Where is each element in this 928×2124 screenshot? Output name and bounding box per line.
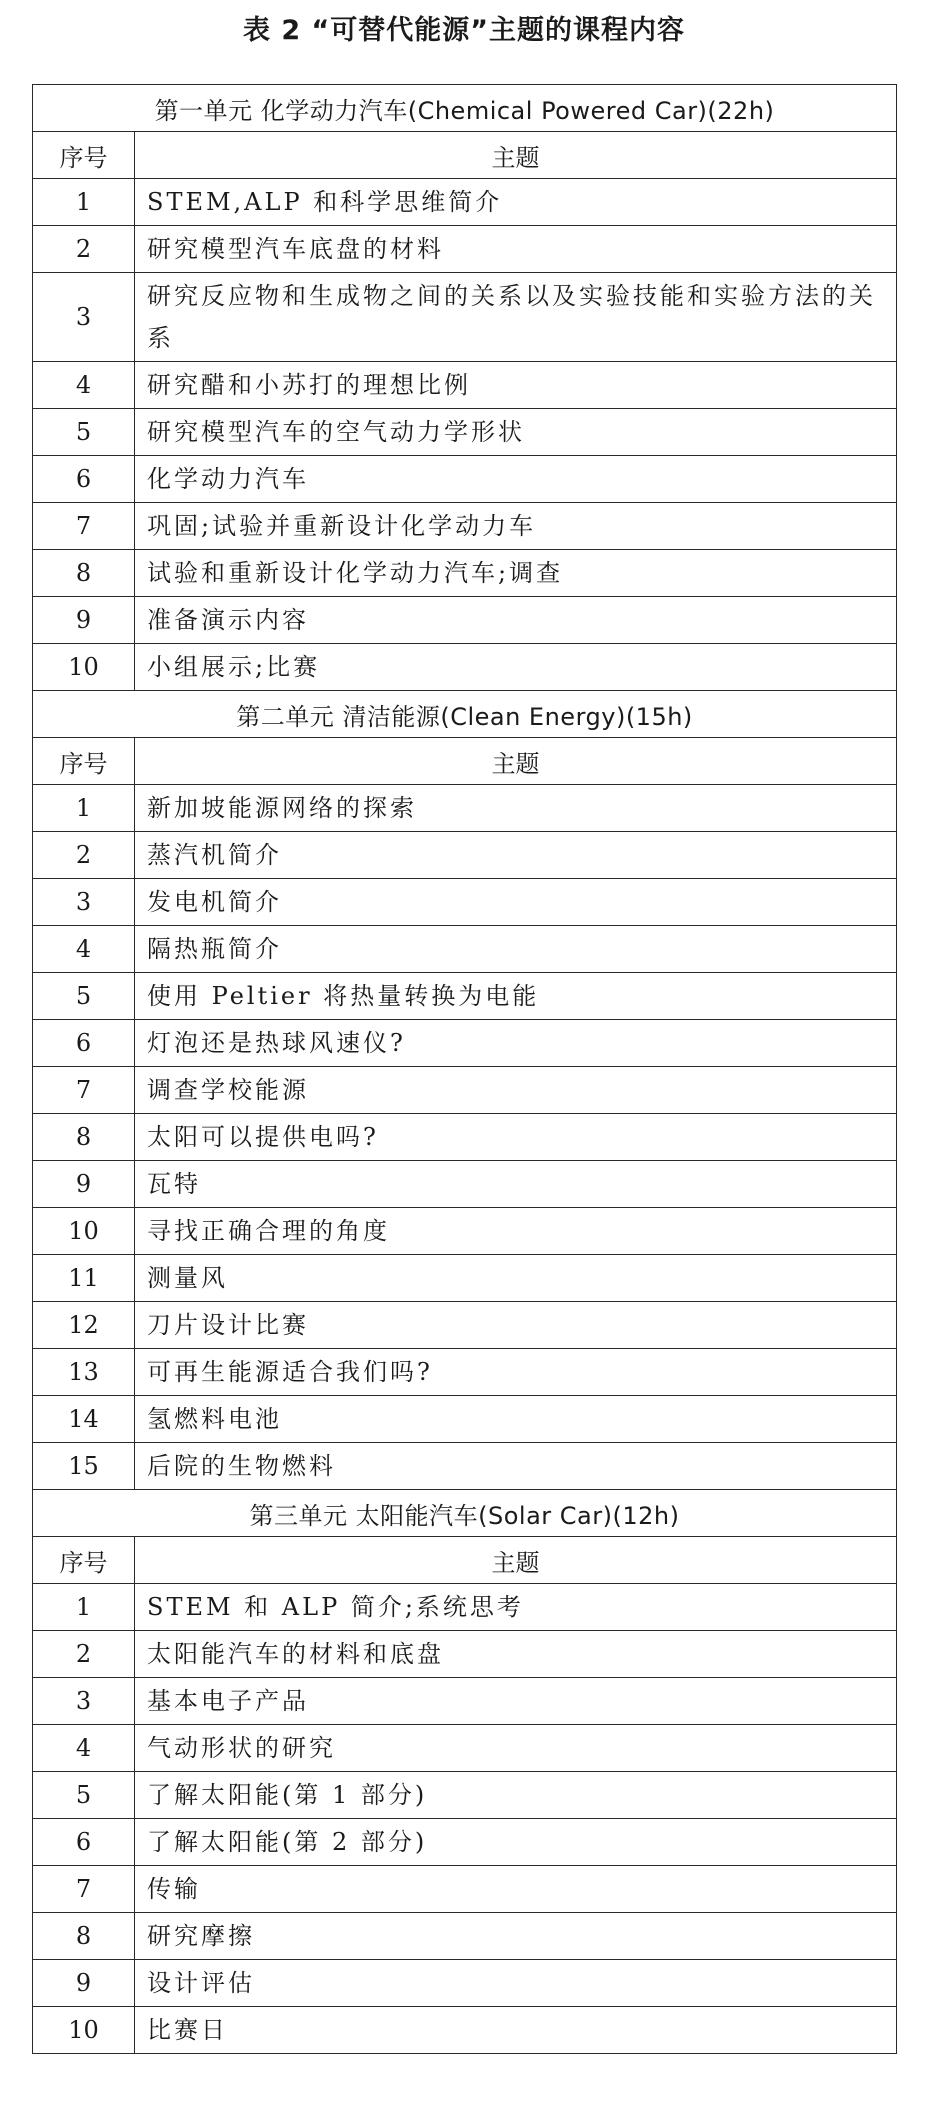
- row-index: 3: [33, 273, 135, 362]
- row-index: 9: [33, 597, 135, 644]
- table-row: [33, 597, 897, 644]
- row-topic: 研究模型汽车的空气动力学形状: [135, 409, 897, 456]
- table-row: [33, 1584, 897, 1631]
- table-row: [33, 973, 897, 1020]
- table-row: [33, 832, 897, 879]
- row-topic: STEM,ALP 和科学思维简介: [135, 179, 897, 226]
- unit-title-row: [33, 85, 897, 132]
- row-topic: 调查学校能源: [135, 1067, 897, 1114]
- index-column-header: 序号: [33, 1537, 135, 1584]
- row-index: 2: [33, 1631, 135, 1678]
- row-topic: 设计评估: [135, 1960, 897, 2007]
- table-row: [33, 550, 897, 597]
- row-index: 6: [33, 456, 135, 503]
- table-row: [33, 644, 897, 691]
- table-caption: 表 2 “可替代能源”主题的课程内容: [242, 15, 686, 46]
- row-topic: 基本电子产品: [135, 1678, 897, 1725]
- row-topic: 可再生能源适合我们吗?: [135, 1349, 897, 1396]
- topic-column-header: 主题: [135, 1537, 897, 1584]
- row-index: 10: [33, 2007, 135, 2054]
- row-index: 6: [33, 1819, 135, 1866]
- row-topic: 灯泡还是热球风速仪?: [135, 1020, 897, 1067]
- table-row: [33, 1208, 897, 1255]
- table-row: [33, 1866, 897, 1913]
- table-row: [33, 785, 897, 832]
- topic-column-header: 主题: [135, 132, 897, 179]
- row-index: 4: [33, 926, 135, 973]
- table-row: [33, 1020, 897, 1067]
- table-row: [33, 1772, 897, 1819]
- table-row: [33, 1255, 897, 1302]
- table-row: [33, 1960, 897, 2007]
- row-topic: 巩固;试验并重新设计化学动力车: [135, 503, 897, 550]
- row-topic: 了解太阳能(第 1 部分): [135, 1772, 897, 1819]
- row-index: 1: [33, 1584, 135, 1631]
- row-topic: 刀片设计比赛: [135, 1302, 897, 1349]
- row-index: 8: [33, 1114, 135, 1161]
- table-row: [33, 2007, 897, 2054]
- row-index: 3: [33, 1678, 135, 1725]
- row-index: 13: [33, 1349, 135, 1396]
- table-row: [33, 1396, 897, 1443]
- row-topic: 准备演示内容: [135, 597, 897, 644]
- row-index: 5: [33, 1772, 135, 1819]
- index-column-header: 序号: [33, 738, 135, 785]
- table-row: [33, 1302, 897, 1349]
- table-row: [33, 362, 897, 409]
- row-topic: 研究反应物和生成物之间的关系以及实验技能和实验方法的关系: [135, 273, 897, 362]
- row-topic: 太阳能汽车的材料和底盘: [135, 1631, 897, 1678]
- row-topic: 太阳可以提供电吗?: [135, 1114, 897, 1161]
- table-row: [33, 926, 897, 973]
- row-topic: 氢燃料电池: [135, 1396, 897, 1443]
- row-topic: 试验和重新设计化学动力汽车;调查: [135, 550, 897, 597]
- row-index: 15: [33, 1443, 135, 1490]
- row-index: 6: [33, 1020, 135, 1067]
- table-row: [33, 1349, 897, 1396]
- row-index: 1: [33, 785, 135, 832]
- table-row: [33, 1819, 897, 1866]
- table-row: [33, 273, 897, 362]
- row-topic: 新加坡能源网络的探索: [135, 785, 897, 832]
- row-topic: 后院的生物燃料: [135, 1443, 897, 1490]
- table-row: [33, 1678, 897, 1725]
- row-topic: 研究醋和小苏打的理想比例: [135, 362, 897, 409]
- column-header-row: [33, 132, 897, 179]
- row-index: 14: [33, 1396, 135, 1443]
- row-topic: 化学动力汽车: [135, 456, 897, 503]
- row-index: 5: [33, 973, 135, 1020]
- index-column-header: 序号: [33, 132, 135, 179]
- table-row: [33, 409, 897, 456]
- row-index: 10: [33, 644, 135, 691]
- column-header-row: [33, 1537, 897, 1584]
- table-row: [33, 1443, 897, 1490]
- table-row: [33, 179, 897, 226]
- course-table-body: [33, 85, 897, 2054]
- unit-title-row: [33, 1490, 897, 1537]
- row-index: 3: [33, 879, 135, 926]
- topic-column-header: 主题: [135, 738, 897, 785]
- row-topic: 了解太阳能(第 2 部分): [135, 1819, 897, 1866]
- row-topic: 寻找正确合理的角度: [135, 1208, 897, 1255]
- table-row: [33, 1725, 897, 1772]
- row-topic: STEM 和 ALP 简介;系统思考: [135, 1584, 897, 1631]
- row-index: 4: [33, 362, 135, 409]
- row-index: 7: [33, 1866, 135, 1913]
- row-index: 2: [33, 832, 135, 879]
- table-row: [33, 1631, 897, 1678]
- row-index: 2: [33, 226, 135, 273]
- row-index: 8: [33, 550, 135, 597]
- unit-title: 第二单元 清洁能源(Clean Energy)(15h): [33, 691, 897, 738]
- row-topic: 发电机简介: [135, 879, 897, 926]
- row-topic: 研究模型汽车底盘的材料: [135, 226, 897, 273]
- row-index: 9: [33, 1161, 135, 1208]
- row-index: 1: [33, 179, 135, 226]
- row-topic: 使用 Peltier 将热量转换为电能: [135, 973, 897, 1020]
- row-topic: 传输: [135, 1866, 897, 1913]
- column-header-row: [33, 738, 897, 785]
- row-topic: 气动形状的研究: [135, 1725, 897, 1772]
- table-row: [33, 226, 897, 273]
- unit-title: 第一单元 化学动力汽车(Chemical Powered Car)(22h): [33, 85, 897, 132]
- row-topic: 小组展示;比赛: [135, 644, 897, 691]
- table-row: [33, 503, 897, 550]
- course-content-table: [32, 84, 897, 2054]
- table-row: [33, 1161, 897, 1208]
- row-topic: 隔热瓶简介: [135, 926, 897, 973]
- unit-title: 第三单元 太阳能汽车(Solar Car)(12h): [33, 1490, 897, 1537]
- row-index: 11: [33, 1255, 135, 1302]
- row-index: 4: [33, 1725, 135, 1772]
- row-topic: 瓦特: [135, 1161, 897, 1208]
- row-index: 10: [33, 1208, 135, 1255]
- row-index: 7: [33, 1067, 135, 1114]
- row-topic: 比赛日: [135, 2007, 897, 2054]
- table-row: [33, 1114, 897, 1161]
- row-topic: 蒸汽机简介: [135, 832, 897, 879]
- table-row: [33, 1913, 897, 1960]
- table-row: [33, 456, 897, 503]
- row-index: 12: [33, 1302, 135, 1349]
- row-index: 9: [33, 1960, 135, 2007]
- table-row: [33, 879, 897, 926]
- row-topic: 测量风: [135, 1255, 897, 1302]
- row-index: 8: [33, 1913, 135, 1960]
- table-row: [33, 1067, 897, 1114]
- row-topic: 研究摩擦: [135, 1913, 897, 1960]
- row-index: 5: [33, 409, 135, 456]
- unit-title-row: [33, 691, 897, 738]
- row-index: 7: [33, 503, 135, 550]
